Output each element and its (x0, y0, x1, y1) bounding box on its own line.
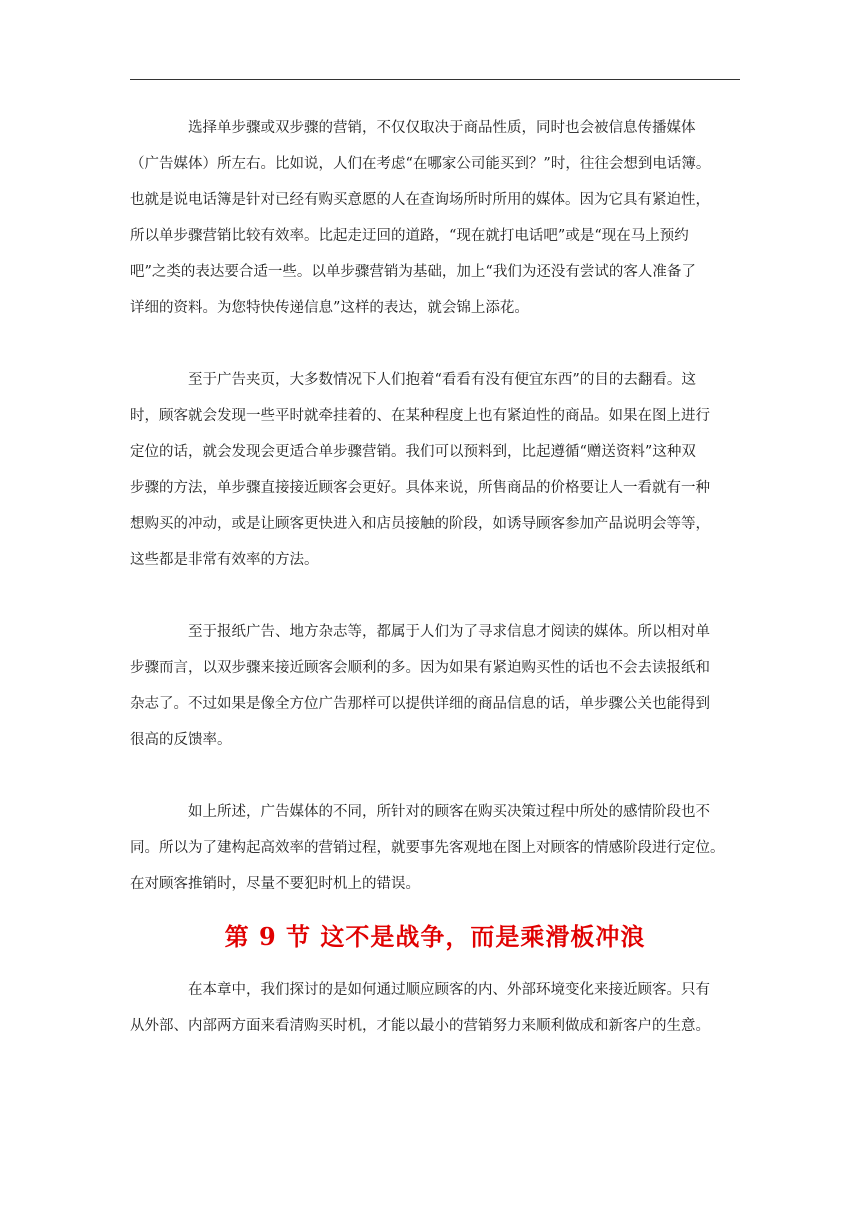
text-line: 这些都是非常有效率的方法。 (130, 552, 319, 568)
header-rule (130, 79, 740, 80)
text-line: 从外部、内部两方面来看清购买时机，才能以最小的营销努力来顺利做成和新客户的生意。 (130, 1018, 710, 1034)
text-line: 所以单步骤营销比较有效率。比起走迂回的道路，“现在就打电话吧”或是“现在马上预约 (130, 228, 689, 244)
text-line: 如上所述，广告媒体的不同，所针对的顾客在购买决策过程中所处的感情阶段也不 (188, 804, 710, 820)
paragraph-flyers (130, 362, 740, 578)
text-line: 步骤的方法，单步骤直接接近顾客会更好。具体来说，所售商品的价格要让人一看就有一种 (130, 480, 710, 496)
paragraph-gap (130, 326, 740, 362)
paragraph-newspapers (130, 614, 740, 758)
text-line: 至于报纸广告、地方杂志等，都属于人们为了寻求信息才阅读的媒体。所以相对单 (188, 624, 710, 640)
document-body (130, 110, 740, 1044)
text-line: 同。所以为了建构起高效率的营销过程，就要事先客观地在图上对顾客的情感阶段进行定位。 (130, 840, 725, 856)
paragraph-gap (130, 758, 740, 794)
text-line: 详细的资料。为您特快传递信息”这样的表达，就会锦上添花。 (130, 300, 529, 316)
text-line: 杂志了。不过如果是像全方位广告那样可以提供详细的商品信息的话，单步骤公关也能得到 (130, 696, 710, 712)
paragraph-summary (130, 794, 740, 902)
text-line: 在本章中，我们探讨的是如何通过顺应顾客的内、外部环境变化来接近顾客。只有 (188, 982, 710, 998)
paragraph-closing (130, 972, 740, 1044)
text-line: 很高的反馈率。 (130, 732, 232, 748)
text-line: 时，顾客就会发现一些平时就牵挂着的、在某种程度上也有紧迫性的商品。如果在图上进行 (130, 408, 710, 424)
text-line: 也就是说电话簿是针对已经有购买意愿的人在查询场所时所用的媒体。因为它具有紧迫性， (130, 192, 710, 208)
text-line: 吧”之类的表达要合适一些。以单步骤营销为基础，加上“我们为还没有尝试的客人准备了 (130, 264, 696, 280)
text-line: 至于广告夹页，大多数情况下人们抱着“看看有没有便宜东西”的目的去翻看。这 (188, 372, 696, 388)
text-line: 步骤而言，以双步骤来接近顾客会顺利的多。因为如果有紧迫购买性的话也不会去读报纸和 (130, 660, 710, 676)
section-heading: 第 9 节 这不是战争，而是乘滑板冲浪 (224, 922, 646, 951)
text-line: 想购买的冲动，或是让顾客更快进入和店员接触的阶段，如诱导顾客参加产品说明会等等， (130, 516, 710, 532)
text-line: 在对顾客推销时，尽量不要犯时机上的错误。 (130, 876, 420, 892)
text-line: 定位的话，就会发现会更适合单步骤营销。我们可以预料到，比起遵循“赠送资料”这种双 (130, 444, 696, 460)
paragraph-gap (130, 578, 740, 614)
paragraph-media-choice (130, 110, 740, 326)
text-line: 选择单步骤或双步骤的营销，不仅仅取决于商品性质，同时也会被信息传播媒体 (188, 120, 696, 136)
text-line: （广告媒体）所左右。比如说，人们在考虑“在哪家公司能买到？”时，往往会想到电话簿。 (130, 156, 711, 172)
